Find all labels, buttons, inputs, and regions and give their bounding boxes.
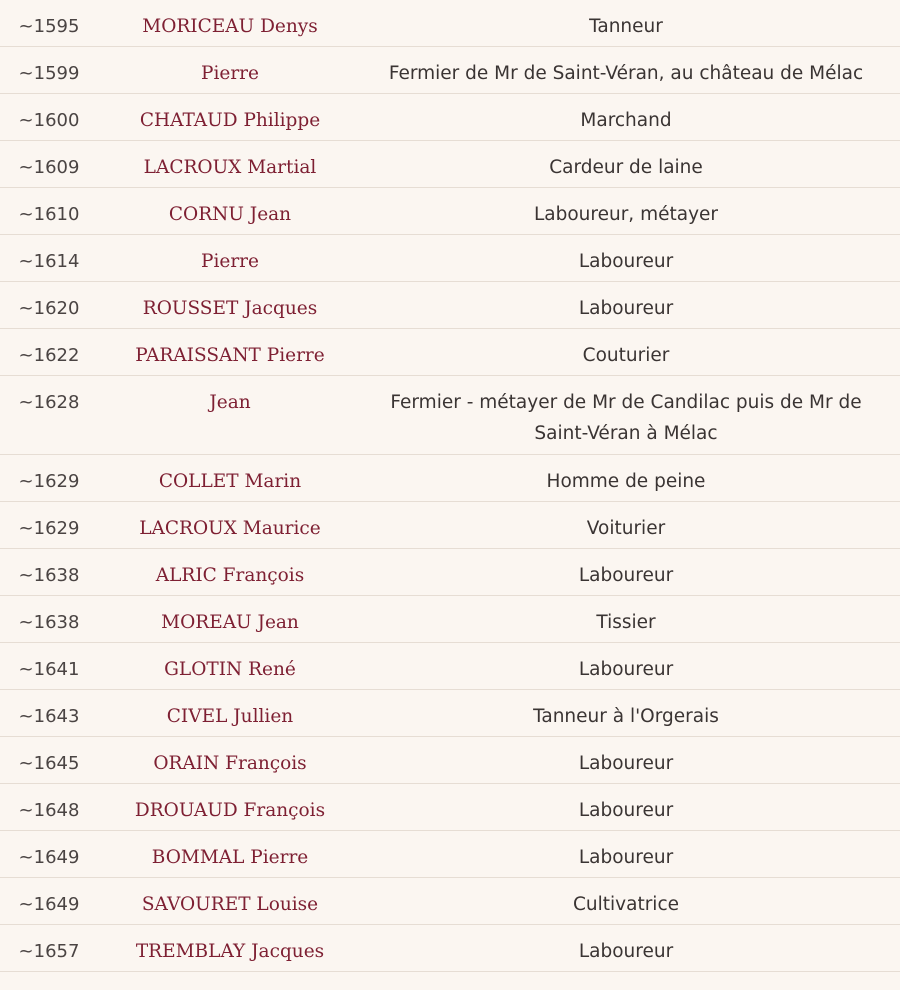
table-row bbox=[0, 831, 900, 878]
occupation-cell: Cultivatrice bbox=[572, 894, 679, 915]
table-row bbox=[0, 925, 900, 972]
person-name-link[interactable]: DROUAUD François bbox=[134, 800, 326, 821]
year-cell: ~1638 bbox=[18, 565, 80, 586]
table-row bbox=[0, 376, 900, 455]
person-name-link[interactable]: Pierre bbox=[201, 63, 259, 84]
occupation-cell: Laboureur bbox=[578, 753, 674, 774]
occupation-cell: Fermier de Mr de Saint-Véran, au château de Mélac bbox=[388, 63, 864, 84]
person-name-link[interactable]: LACROUX Maurice bbox=[139, 518, 321, 539]
person-name-link[interactable]: Pierre bbox=[201, 251, 259, 272]
occupation-cell: Laboureur bbox=[578, 941, 674, 962]
table-row bbox=[0, 329, 900, 376]
table-row bbox=[0, 502, 900, 549]
table-row bbox=[0, 282, 900, 329]
year-cell: ~1638 bbox=[18, 612, 80, 633]
person-name-link[interactable]: GLOTIN René bbox=[164, 659, 296, 680]
occupation-cell: Laboureur bbox=[578, 565, 674, 586]
person-name-link[interactable]: MOREAU Jean bbox=[161, 612, 299, 633]
table-row bbox=[0, 690, 900, 737]
table-row bbox=[0, 455, 900, 502]
year-cell: ~1600 bbox=[18, 110, 80, 131]
table-row bbox=[0, 188, 900, 235]
table-row bbox=[0, 235, 900, 282]
table-row bbox=[0, 643, 900, 690]
occupation-cell: Laboureur, métayer bbox=[533, 204, 719, 225]
occupation-cell: Voiturier bbox=[586, 518, 666, 539]
year-cell: ~1628 bbox=[18, 392, 80, 413]
person-name-link[interactable]: ROUSSET Jacques bbox=[142, 298, 318, 319]
year-cell: ~1643 bbox=[18, 706, 80, 727]
person-name-link[interactable]: LACROUX Martial bbox=[143, 157, 317, 178]
person-name-link[interactable]: PARAISSANT Pierre bbox=[135, 345, 325, 366]
person-name-link[interactable]: ALRIC François bbox=[155, 565, 305, 586]
occupation-cell: Laboureur bbox=[578, 298, 674, 319]
occupation-cell: Homme de peine bbox=[546, 471, 706, 492]
year-cell: ~1622 bbox=[18, 345, 80, 366]
occupation-cell: Tissier bbox=[596, 612, 656, 633]
occupation-cell: Tanneur bbox=[589, 16, 663, 37]
year-cell: ~1645 bbox=[18, 753, 80, 774]
person-name-link[interactable]: TREMBLAY Jacques bbox=[135, 941, 325, 962]
year-cell: ~1629 bbox=[18, 518, 80, 539]
year-cell: ~1649 bbox=[18, 894, 80, 915]
year-cell: ~1649 bbox=[18, 847, 80, 868]
table-row bbox=[0, 141, 900, 188]
person-name-link[interactable]: COLLET Marin bbox=[158, 471, 302, 492]
year-cell: ~1614 bbox=[18, 251, 80, 272]
table-row bbox=[0, 549, 900, 596]
year-cell: ~1609 bbox=[18, 157, 80, 178]
table-row bbox=[0, 0, 900, 47]
occupation-cell: Couturier bbox=[582, 345, 670, 366]
year-cell: ~1595 bbox=[18, 16, 80, 37]
person-name-link[interactable]: Jean bbox=[209, 392, 251, 413]
occupation-cell: Laboureur bbox=[578, 659, 674, 680]
person-name-link[interactable]: ORAIN François bbox=[153, 753, 307, 774]
year-cell: ~1620 bbox=[18, 298, 80, 319]
occupation-cell: Laboureur bbox=[578, 251, 674, 272]
table-row bbox=[0, 878, 900, 925]
person-name-link[interactable]: BOMMAL Pierre bbox=[151, 847, 309, 868]
occupation-cell: Tanneur à l'Orgerais bbox=[533, 706, 719, 727]
year-cell: ~1657 bbox=[18, 941, 80, 962]
occupation-cell: Fermier - métayer de Mr de Candilac puis de Mr de Saint-Véran à Mélac bbox=[390, 392, 862, 444]
occupation-cell: Marchand bbox=[580, 110, 672, 131]
person-name-link[interactable]: CHATAUD Philippe bbox=[139, 110, 321, 131]
person-name-link[interactable]: CIVEL Jullien bbox=[166, 706, 294, 727]
table-row bbox=[0, 784, 900, 831]
year-cell: ~1599 bbox=[18, 63, 80, 84]
table-row bbox=[0, 47, 900, 94]
occupation-cell: Cardeur de laine bbox=[549, 157, 703, 178]
occupation-cell: Laboureur bbox=[578, 800, 674, 821]
year-cell: ~1629 bbox=[18, 471, 80, 492]
year-cell: ~1648 bbox=[18, 800, 80, 821]
year-cell: ~1610 bbox=[18, 204, 80, 225]
table-row bbox=[0, 94, 900, 141]
person-name-link[interactable]: CORNU Jean bbox=[168, 204, 292, 225]
person-name-link[interactable]: SAVOURET Louise bbox=[141, 894, 319, 915]
table-row bbox=[0, 596, 900, 643]
year-cell: ~1641 bbox=[18, 659, 80, 680]
person-name-link[interactable]: MORICEAU Denys bbox=[142, 16, 318, 37]
occupation-cell: Laboureur bbox=[578, 847, 674, 868]
table-row bbox=[0, 737, 900, 784]
